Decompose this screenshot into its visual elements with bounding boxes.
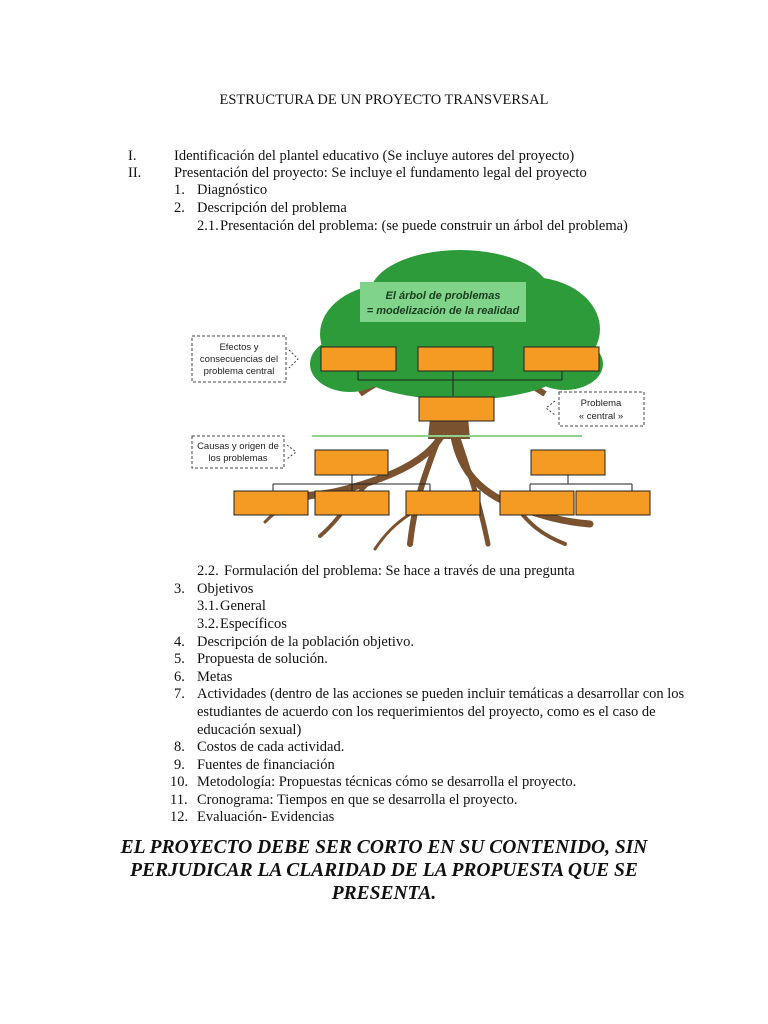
effect-box-3 (524, 347, 599, 371)
effects-label-line1: Efectos y (219, 342, 259, 353)
item-text-10: Metodología: Propuestas técnicas cómo se desarrolla el proyecto. (197, 774, 577, 790)
item-num-5: 5. (174, 651, 185, 667)
item-text-2: Descripción del problema (197, 200, 347, 216)
diagram-header-line2: = modelización de la realidad (366, 305, 520, 317)
effect-box-1 (321, 347, 396, 371)
document-title: ESTRUCTURA DE UN PROYECTO TRANSVERSAL (219, 92, 549, 108)
item-num-1: 1. (174, 182, 185, 198)
problem-label-line2: « central » (578, 411, 624, 422)
subitem-num-3-1: 3.1. (197, 598, 219, 614)
problem-tree-diagram (170, 244, 660, 554)
roman-text-2: Presentación del proyecto: Se incluye el fundamento legal del proyecto (174, 165, 587, 181)
diagram-header-line1: El árbol de problemas (385, 290, 501, 302)
effects-label-line2: consecuencias del (199, 354, 279, 365)
item-text-11: Cronograma: Tiempos en que se desarrolla el proyecto. (197, 792, 518, 808)
item-text-6: Metas (197, 669, 233, 685)
item-num-7: 7. (174, 686, 185, 702)
item-num-11: 11. (170, 792, 188, 808)
item-num-3: 3. (174, 581, 185, 597)
item-text-4: Descripción de la población objetivo. (197, 634, 415, 650)
item-text-3: Objetivos (197, 581, 254, 597)
causes-label-line1: Causas y origen de (197, 441, 279, 452)
effect-box-2 (418, 347, 493, 371)
tree-canopy (310, 250, 603, 400)
item-num-6: 6. (174, 669, 185, 685)
cause-box-lower-4 (500, 491, 574, 515)
cause-box-lower-2 (315, 491, 389, 515)
causes-arrow-icon (287, 445, 296, 459)
cause-box-lower-1 (234, 491, 308, 515)
item-num-4: 4. (174, 634, 185, 650)
item-text-5: Propuesta de solución. (197, 651, 328, 667)
item-num-10: 10. (170, 774, 189, 790)
closing-line-3: PRESENTA. (331, 883, 437, 904)
cause-box-lower-3 (406, 491, 480, 515)
item-text-9: Fuentes de financiación (197, 757, 335, 773)
problem-label-line1: Problema (580, 398, 622, 409)
item-text-7-line3: educación sexual) (197, 722, 302, 738)
subitem-text-2-2: Formulación del problema: Se hace a través de una pregunta (224, 563, 575, 579)
subitem-text-3-1: General (220, 598, 266, 614)
subitem-num-3-2: 3.2. (197, 616, 219, 632)
item-text-1: Diagnóstico (197, 182, 268, 198)
causes-label-line2: los problemas (208, 453, 268, 464)
cause-box-lower-5 (576, 491, 650, 515)
effects-label-line3: problema central (203, 366, 275, 377)
roman-num-1: I. (128, 148, 137, 164)
subitem-num-2-2: 2.2. (197, 563, 219, 579)
item-num-2: 2. (174, 200, 185, 216)
effects-arrow-icon (289, 350, 298, 368)
subitem-text-2-1: Presentación del problema: (se puede construir un árbol del problema) (220, 218, 628, 234)
closing-statement (0, 836, 768, 905)
item-text-7-line1: Actividades (dentro de las acciones se pueden incluir temáticas a desarrollar con los (197, 686, 685, 702)
item-num-9: 9. (174, 757, 185, 773)
roman-num-2: II. (128, 165, 142, 181)
cause-box-upper-1 (315, 450, 388, 475)
cause-box-upper-2 (531, 450, 605, 475)
subitem-text-3-2: Específicos (220, 616, 287, 632)
item-text-12: Evaluación- Evidencias (197, 809, 335, 825)
closing-line-2: PERJUDICAR LA CLARIDAD DE LA PROPUESTA QUE SE (130, 860, 638, 881)
central-problem-box (419, 397, 494, 421)
roman-text-1: Identificación del plantel educativo (Se incluye autores del proyecto) (174, 148, 575, 164)
item-text-7-line2: estudiantes de acuerdo con los requerimientos del proyecto, como es el caso de (197, 704, 656, 720)
item-num-12: 12. (170, 809, 189, 825)
problem-arrow-icon (546, 401, 555, 415)
item-num-8: 8. (174, 739, 185, 755)
subitem-num-2-1: 2.1. (197, 218, 219, 234)
item-text-8: Costos de cada actividad. (197, 739, 345, 755)
closing-line-1: EL PROYECTO DEBE SER CORTO EN SU CONTENIDO, SIN (120, 837, 648, 858)
